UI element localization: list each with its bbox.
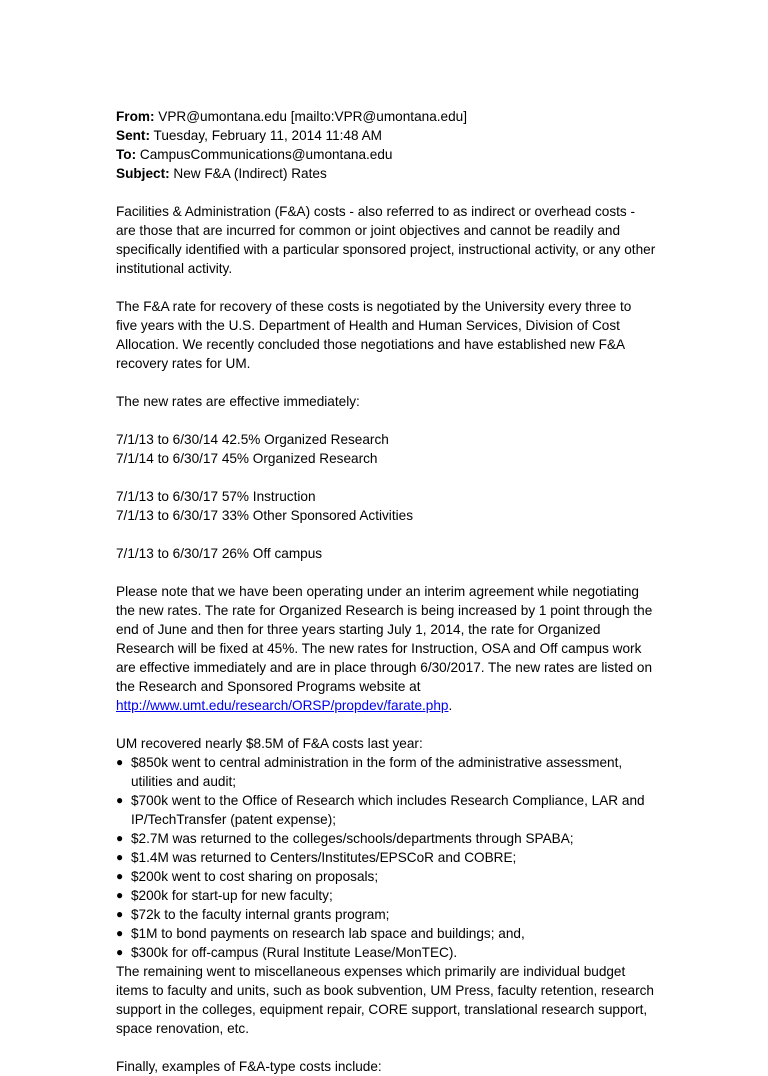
to-label: To: (116, 147, 137, 162)
list-item (116, 905, 656, 924)
bullet-icon: ● (116, 945, 124, 959)
list-item (116, 867, 656, 886)
bullet-icon: ● (116, 793, 124, 807)
recovery-bullet-list (116, 753, 656, 962)
link-suffix: . (448, 698, 453, 713)
interim-text: Please note that we have been operating under an interim agreement while negotiating the new rates. The rate for Organized Research is being increased by 1 point through the end of June and then for three years starting July 1, 2014, the rate for Organized Research will be fixed at 45%. The new rates for Instruction, OSA and Off campus work are effective immediately and are in place through 6/30/2017. The new rates are listed on the Research and Sponsored Programs website at (116, 584, 653, 694)
bullet-icon: ● (116, 850, 124, 864)
subject-label: Subject: (116, 166, 170, 181)
bullet-text: $300k for off-campus (Rural Institute Lease/MonTEC). (131, 945, 458, 960)
to-line (116, 145, 656, 164)
subject-value: New F&A (Indirect) Rates (169, 166, 327, 181)
subject-line (116, 164, 656, 183)
bullet-text: $72k to the faculty internal grants program; (131, 907, 390, 922)
from-line (116, 107, 656, 126)
bullet-text: $850k went to central administration in the form of the administrative assessment, utilities and audit; (131, 755, 623, 789)
sent-value: Tuesday, February 11, 2014 11:48 AM (149, 128, 382, 143)
bullet-icon: ● (116, 755, 124, 769)
bullet-icon: ● (116, 888, 124, 902)
bullet-text: $700k went to the Office of Research which includes Research Compliance, LAR and IP/TechTransfer (patent expense); (131, 793, 645, 827)
rate-line: 7/1/13 to 6/30/14 42.5% Organized Research (116, 432, 389, 447)
bullet-text: $200k went to cost sharing on proposals; (131, 869, 379, 884)
list-item (116, 753, 656, 791)
list-item (116, 886, 656, 905)
bullet-text: $2.7M was returned to the colleges/schools/departments through SPABA; (131, 831, 574, 846)
email-document (116, 107, 656, 1076)
list-item (116, 848, 656, 867)
rates-group-instruction (116, 487, 656, 525)
list-item (116, 943, 656, 962)
bullet-text: $1.4M was returned to Centers/Institutes/EPSCoR and COBRE; (131, 850, 517, 865)
paragraph-remaining: The remaining went to miscellaneous expenses which primarily are individual budget items to faculty and units, such as book subvention, UM Press, faculty retention, research support in the colleges, equipment repair, CORE support, translational research support, space renovation, etc. (116, 964, 654, 1036)
paragraph-definition: Facilities & Administration (F&A) costs - also referred to as indirect or overhead costs - are those that are incurred for common or joint objectives and cannot be readily and specifically identified with a particular sponsored project, instructional activity, or any other institutional activity. (116, 204, 656, 276)
rates-group-research (116, 430, 656, 468)
rates-group-offcampus (116, 544, 656, 563)
list-item (116, 924, 656, 943)
paragraph-effective: The new rates are effective immediately: (116, 394, 360, 409)
sent-line (116, 126, 656, 145)
rate-line: 7/1/14 to 6/30/17 45% Organized Research (116, 451, 378, 466)
bullet-icon: ● (116, 869, 124, 883)
rate-line: 7/1/13 to 6/30/17 57% Instruction (116, 489, 316, 504)
bullet-icon: ● (116, 831, 124, 845)
bullet-icon: ● (116, 926, 124, 940)
list-item (116, 791, 656, 829)
bullet-text: $200k for start-up for new faculty; (131, 888, 333, 903)
sent-label: Sent: (116, 128, 150, 143)
rates-website-link[interactable]: http://www.umt.edu/research/ORSP/propdev/farate.php (116, 698, 449, 713)
to-value: CampusCommunications@umontana.edu (136, 147, 393, 162)
bullet-icon: ● (116, 907, 124, 921)
rate-line: 7/1/13 to 6/30/17 26% Off campus (116, 546, 323, 561)
email-header (116, 107, 656, 183)
from-label: From: (116, 109, 155, 124)
recovered-intro: UM recovered nearly $8.5M of F&A costs last year: (116, 736, 423, 751)
paragraph-final: Finally, examples of F&A-type costs include: (116, 1059, 382, 1074)
paragraph-negotiation: The F&A rate for recovery of these costs is negotiated by the University every three to five years with the U.S. Department of Health and Human Services, Division of Cost Allocation. We recently concluded those negotiations and have established new F&A recovery rates for UM. (116, 299, 632, 371)
bullet-text: $1M to bond payments on research lab space and buildings; and, (131, 926, 525, 941)
list-item (116, 829, 656, 848)
from-value: VPR@umontana.edu [mailto:VPR@umontana.edu] (154, 109, 467, 124)
paragraph-interim (116, 582, 656, 715)
rate-line: 7/1/13 to 6/30/17 33% Other Sponsored Activities (116, 508, 413, 523)
